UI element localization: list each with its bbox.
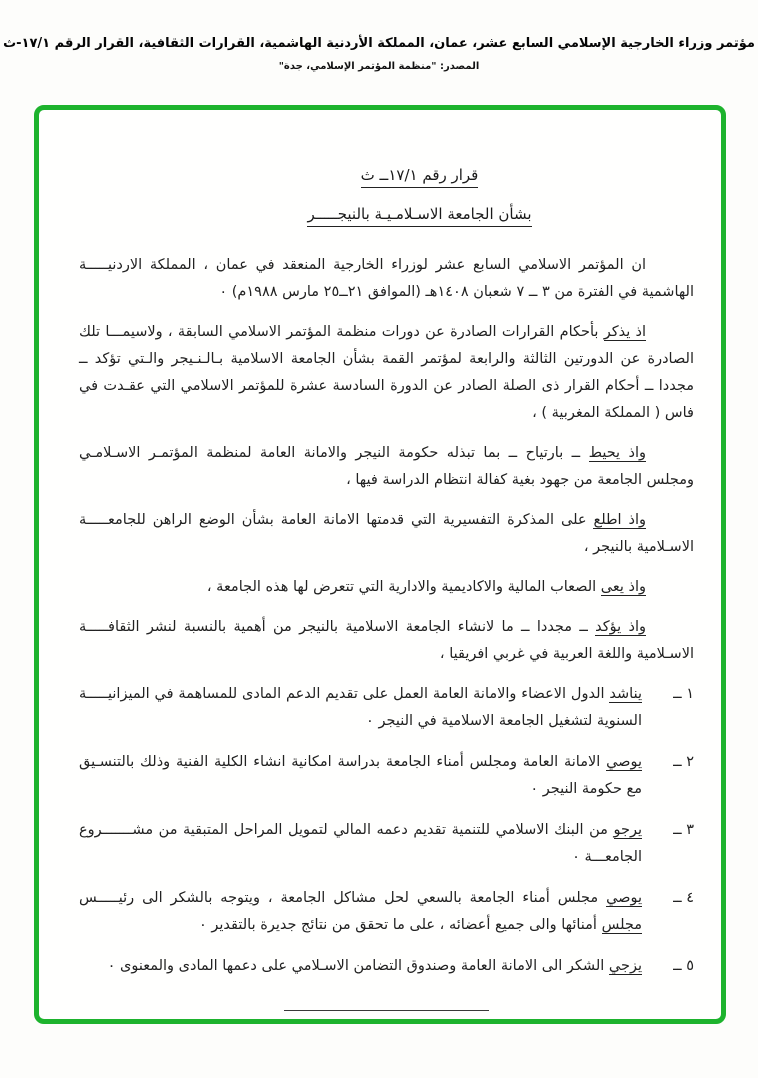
resolution-subject-title xyxy=(112,201,727,228)
paragraph xyxy=(79,319,694,427)
underlined-lead: يرجو xyxy=(613,822,642,838)
list-item xyxy=(79,817,694,871)
underlined-lead: يناشد xyxy=(609,686,642,702)
text-run: الصعاب المالية والاكاديمية والادارية التي تتعرض لها هذه الجامعة ، xyxy=(206,579,601,595)
text-run: الدول الاعضاء والامانة العامة العمل على تقديم الدعم المادى للمساهمة في الميزانيـــــة السنوية لتشغيل الجامعة الاسلامية في النيجر ٠ xyxy=(79,686,642,729)
paragraph xyxy=(79,614,694,668)
text-run: الشكر الى الامانة العامة وصندوق التضامن الاسـلامي على دعمها المادى والمعنوى ٠ xyxy=(107,958,609,974)
underlined-lead: يوصي xyxy=(606,754,642,770)
item-text xyxy=(79,885,642,939)
closing-rule xyxy=(284,1010,489,1011)
underlined-lead: اذ يذكر xyxy=(603,324,646,340)
document-frame xyxy=(34,105,726,1024)
page-header xyxy=(0,36,758,72)
item-number: ٣ ــ xyxy=(673,822,694,838)
paragraph xyxy=(79,507,694,561)
underlined-lead: واذ يحيط xyxy=(588,445,646,461)
list-item xyxy=(79,681,694,735)
underlined-lead: واذ اطلع xyxy=(593,512,647,528)
underlined-lead: يزجي xyxy=(608,958,642,974)
item-text xyxy=(79,953,642,980)
item-number: ٥ ــ xyxy=(673,958,694,974)
text-run: ــ بارتياح ــ بما تبذله حكومة النيجر والامانة العامة لمنظمة المؤتمـر الاسـلامـي ومجلس الجامعة من جهود بغية كفالة انتظام الدراسة فيها ، xyxy=(79,445,694,488)
text-run: ان المؤتمر الاسلامي السابع عشر لوزراء الخارجية المنعقد في عمان ، المملكة الاردنيـــــة الهاشمية في الفترة من ٣ ــ ٧ شعبان ١٤٠٨هـ (الموافق ٢١ــ٢٥ مارس ١٩٨٨م) ٠ xyxy=(79,257,694,300)
resolution-number-text: قرار رقم ١٧/١ــ ث xyxy=(361,166,479,188)
list-item xyxy=(79,885,694,939)
text-run: على المذكرة التفسيرية التي قدمتها الامانة العامة بشأن الوضع الراهن للجامعـــــة الاسـلامية بالنيجر ، xyxy=(79,512,694,555)
item-number: ١ ــ xyxy=(673,686,694,702)
paragraph xyxy=(79,440,694,494)
underlined-lead: واذ يؤكد xyxy=(595,619,647,635)
underlined-lead: مجلس xyxy=(601,917,642,933)
text-run: بأحكام القرارات الصادرة عن دورات منظمة المؤتمر الاسلامي السابقة ، ولاسيمـــا تلك الصادرة عن الدورتين الثالثة والرابعة لمؤتمر القمة بشأن الجامعة الاسلامية بـالـنـيجر والـتي تؤكد ــ مجددا ــ أحكام القرار ذى الصلة الصادر عن الدورة السادسة عشرة للمؤتمر الاسلامي التي عقـدت في فاس ( المملكة المغربية ) ، xyxy=(79,324,694,421)
item-text xyxy=(79,749,642,803)
underlined-lead: واذ يعى xyxy=(600,579,646,595)
list-item xyxy=(79,953,694,980)
header-source: المصدر: "منظمة المؤتمر الإسلامي، جدة" xyxy=(278,61,480,72)
list-item xyxy=(79,749,694,803)
item-text xyxy=(79,817,642,871)
text-run: الامانة العامة ومجلس أمناء الجامعة بدراسة امكانية انشاء الكلية الفنية وذلك بالتنسـيق مع حكومة النيجر ٠ xyxy=(79,754,642,797)
item-number: ٢ ــ xyxy=(673,754,694,770)
resolution-number-title xyxy=(112,162,727,189)
item-number: ٤ ــ xyxy=(673,890,694,906)
paragraph xyxy=(79,574,694,601)
header-title: مؤتمر وزراء الخارجية الإسلامي السابع عشر، عمان، المملكة الأردنية الهاشمية، القرارات الثقافية، القرار الرقم ١٧/١-ث xyxy=(3,36,755,51)
document-body xyxy=(79,162,694,1011)
text-run: أمنائها والى جميع أعضائه ، على ما تحقق من نتائج جديرة بالتقدير ٠ xyxy=(198,917,602,933)
doc-blocks xyxy=(79,252,694,980)
text-run: من البنك الاسلامي للتنمية تقديم دعمه المالي لتمويل المراحل المتبقية من مشـــــــروع الجامعـــة ٠ xyxy=(79,822,642,865)
underlined-lead: يوصي xyxy=(606,890,642,906)
text-run: مجلس أمناء الجامعة بالسعي لحل مشاكل الجامعة ، ويتوجه بالشكر الى رئيـــــس xyxy=(79,890,607,906)
item-text xyxy=(79,681,642,735)
resolution-subject-text: بشأن الجامعة الاسـلامـيـة بالنيجـــــر xyxy=(307,205,531,227)
paragraph xyxy=(79,252,694,306)
text-run: ــ مجددا ــ ما لانشاء الجامعة الاسلامية بالنيجر من أهمية بالنسبة لنشر الثقافـــــة الاسـلامية واللغة العربية في غربي افريقيا ، xyxy=(79,619,694,662)
